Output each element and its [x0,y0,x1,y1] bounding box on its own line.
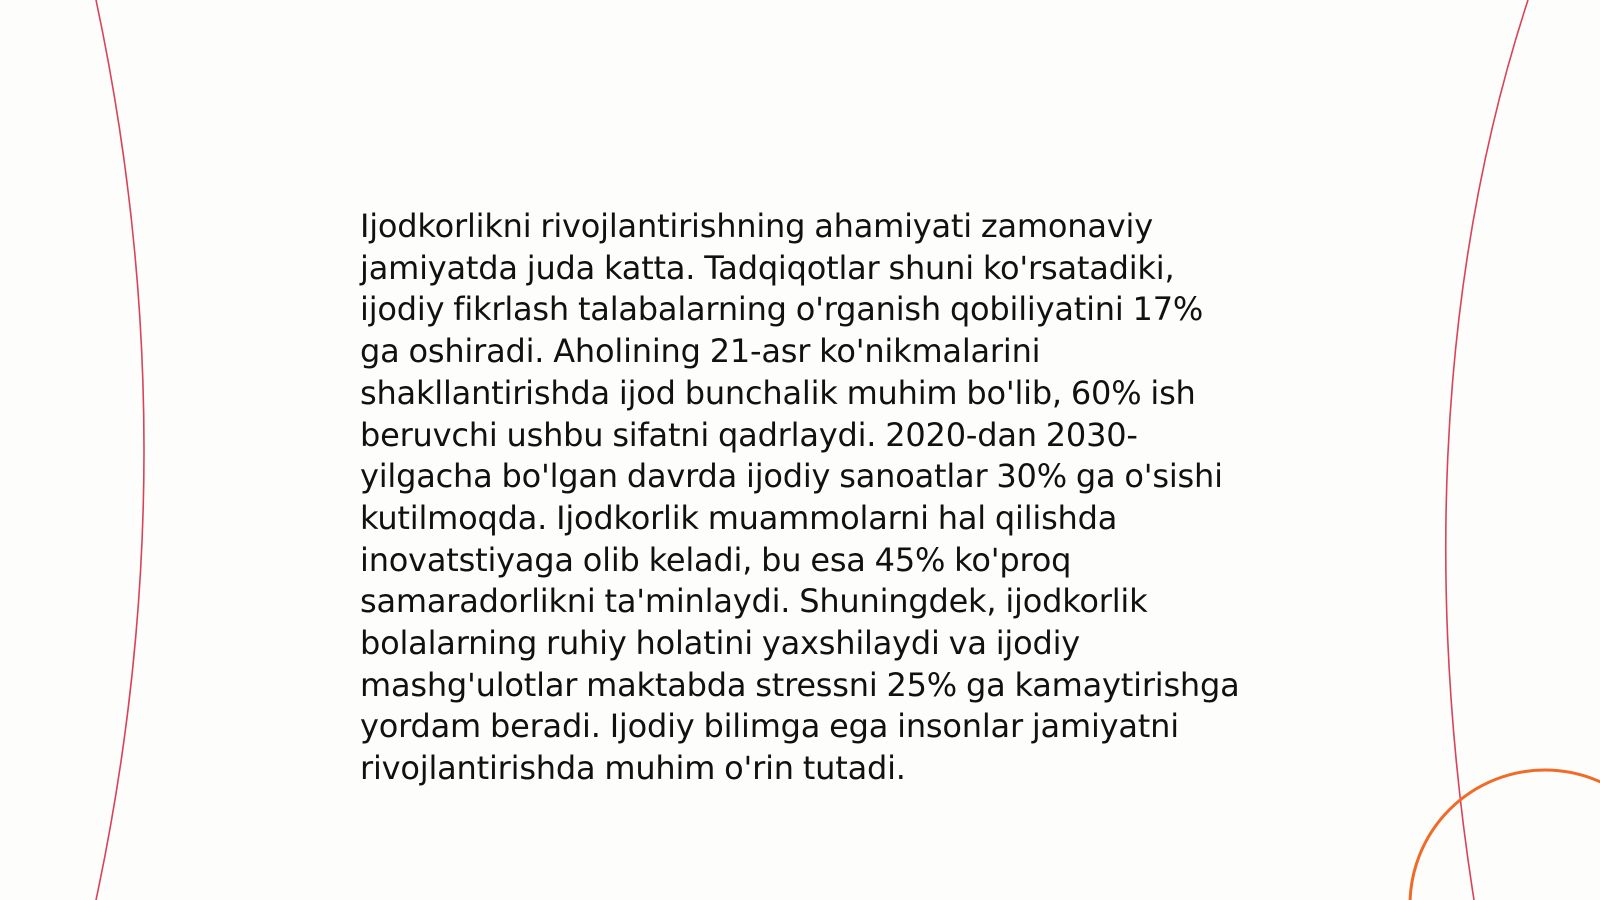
body-paragraph: Ijodkorlikni rivojlantirishning ahamiyati zamonaviy jamiyatda juda katta. Tadqiqotlar shuni ko'rsatadiki, ijodiy fikrlash talabalarning o'rganish qobiliyatini 17% ga oshiradi. Aholining 21-asr ko'nikmalarini shakllantirishda ijod bunchalik muhim bo'lib, 60% ish beruvchi ushbu sifatni qadrlaydi. 2020-dan 2030-yilgacha bo'lgan davrda ijodiy sanoatlar 30% ga o'sishi kutilmoqda. Ijodkorlik muammolarni hal qilishda inovatstiyaga olib keladi, bu esa 45% ko'proq samaradorlikni ta'minlaydi. Shuningdek, ijodkorlik bolalarning ruhiy holatini yaxshilaydi va ijodiy mashg'ulotlar maktabda stressni 25% ga kamaytirishga yordam beradi. Ijodiy bilimga ega insonlar jamiyatni rivojlantirishda muhim o'rin tutadi. [360,207,1240,788]
left-curve-line [96,0,144,900]
right-curve-line [1446,0,1528,900]
accent-circle [1410,770,1600,900]
